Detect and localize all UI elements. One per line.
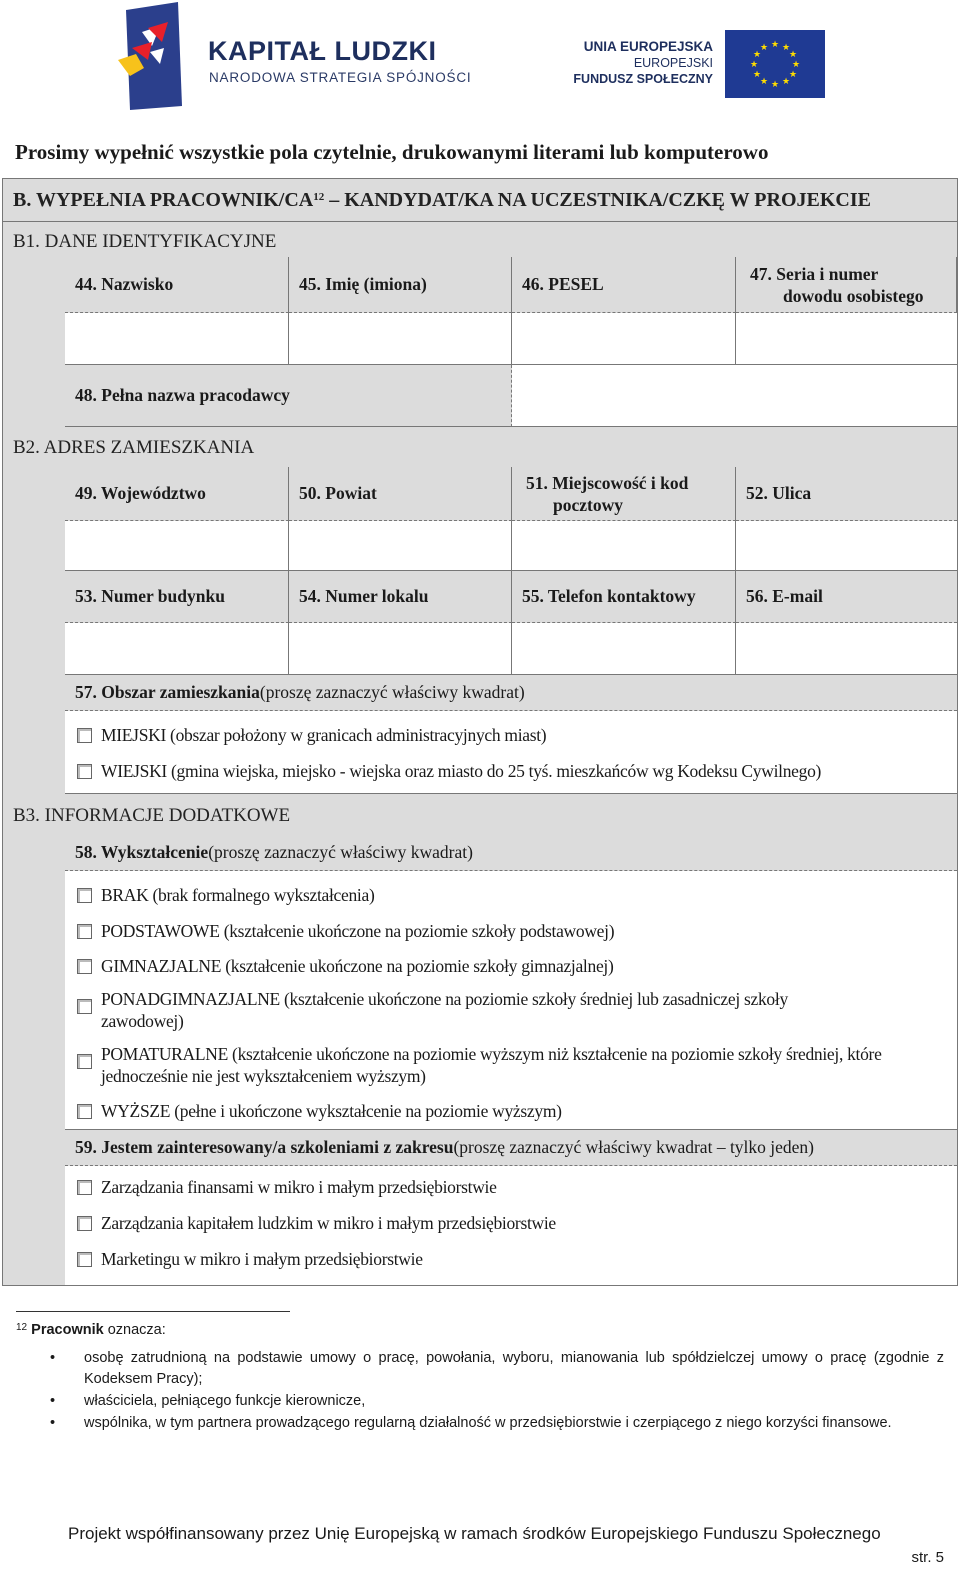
input-pracodawca[interactable] [512,365,957,427]
input-ulica[interactable] [736,521,957,571]
footnote-heading [16,1322,166,1338]
eu-line2: EUROPEJSKI [633,56,713,70]
kapital-ludzki-logo [112,2,472,112]
checkbox-finanse[interactable] [77,1180,92,1195]
input-numer-lokalu[interactable] [289,623,512,675]
section-b1-title: B1. DANE IDENTYFIKACYJNE [13,231,277,252]
svg-text:★: ★ [770,80,780,90]
section-b2-title: B2. ADRES ZAMIESZKANIA [13,437,255,458]
svg-text:★: ★ [752,70,762,80]
footnote-separator [16,1311,290,1312]
svg-text:★: ★ [788,70,798,80]
option-pomaturalne-label: POMATURALNE (kształcenie ukończone na poziomie wyższym niż kształcenie na poziomie szkoły średniej, które jednocześnie nie jest wykształceniem wyższym) [101,1044,882,1086]
footnote-ref[interactable]: 12 [313,191,325,203]
label-miejscowosc-line2: pocztowy [553,494,623,515]
kapital-ludzki-title: KAPITAŁ LUDZKI [208,36,437,66]
label-imie: 45. Imię (imiona) [289,257,512,313]
footnote-rest: oznacza: [103,1322,166,1338]
svg-text:★: ★ [781,77,791,87]
page-number: str. 5 [911,1549,944,1566]
footnote-item [50,1391,944,1412]
input-wojewodztwo[interactable] [65,521,289,571]
label-powiat: 50. Powiat [289,467,512,521]
input-powiat[interactable] [289,521,512,571]
footnote-item [50,1413,944,1434]
input-numer-budynku[interactable] [65,623,289,675]
eu-line1: UNIA EUROPEJSKA [583,39,713,54]
option-finanse-label: Zarządzania finansami w mikro i małym przedsiębiorstwie [101,1177,497,1197]
label-wojewodztwo: 49. Województwo [65,467,289,521]
svg-text:★: ★ [759,77,769,87]
label-telefon: 55. Telefon kontaktowy [512,571,736,623]
question-wyksztalcenie [65,835,957,871]
input-telefon[interactable] [512,623,736,675]
question-szkolenia-label: 59. Jestem zainteresowany/a szkoleniami z zakresu [75,1137,454,1157]
obszar-options [65,711,957,794]
section-b-title-post: – KANDYDAT/KA NA UCZESTNIKA/CZKĘ W PROJEKCIE [324,189,871,211]
footnote-number: 12 [16,1322,28,1333]
svg-text:★: ★ [781,43,791,53]
checkbox-brak[interactable] [77,888,92,903]
label-pracodawca: 48. Pełna nazwa pracodawcy [65,365,512,427]
checkbox-podstawowe[interactable] [77,924,92,939]
svg-text:★: ★ [788,50,798,60]
bullet-icon: • [50,1393,56,1409]
label-ulica: 52. Ulica [736,467,957,521]
eu-logo [560,28,825,100]
checkbox-miejski[interactable] [77,728,92,743]
svg-text:★: ★ [759,43,769,53]
input-nazwisko[interactable] [65,313,289,365]
question-wyksztalcenie-label: 58. Wykształcenie [75,842,209,862]
label-numer-budynku: 53. Numer budynku [65,571,289,623]
kapital-ludzki-emblem-icon [112,2,184,110]
question-wyksztalcenie-hint: (proszę zaznaczyć właściwy kwadrat) [208,842,473,862]
bullet-icon: • [50,1350,56,1366]
szkolenia-options [65,1166,957,1285]
eu-flag-icon [725,30,825,98]
section-b3-title: B3. INFORMACJE DODATKOWE [13,805,291,826]
label-numer-lokalu: 54. Numer lokalu [289,571,512,623]
option-gimnazjalne-label: GIMNAZJALNE (kształcenie ukończone na poziomie szkoły gimnazjalnej) [101,956,614,976]
checkbox-ponadgimnazjalne[interactable] [77,999,92,1014]
page-footer: Projekt współfinansowany przez Unię Europejską w ramach środków Europejskiego Funduszu Społecznego [68,1524,881,1543]
input-miejscowosc[interactable] [512,521,736,571]
label-dowod [736,257,957,313]
checkbox-wiejski[interactable] [77,764,92,779]
checkbox-wyzsze[interactable] [77,1104,92,1119]
eu-line3: FUNDUSZ SPOŁECZNY [573,72,713,86]
svg-text:★: ★ [770,40,780,50]
option-miejski-label: MIEJSKI (obszar położony w granicach administracyjnych miast) [101,725,547,745]
section-b-title-pre: B. WYPEŁNIA PRACOWNIK/CA [13,189,314,211]
eu-text [573,39,713,87]
option-ponadgimnazjalne-label: PONADGIMNAZJALNE (kształcenie ukończone na poziomie szkoły średniej lub zasadniczej szkoły zawodowej) [101,989,788,1031]
svg-text:★: ★ [749,60,759,70]
label-email: 56. E-mail [736,571,957,623]
question-obszar [65,675,957,711]
option-kapital-ludzki-label: Zarządzania kapitałem ludzkim w mikro i małym przedsiębiorstwie [101,1213,556,1233]
checkbox-pomaturalne[interactable] [77,1054,92,1069]
footnote-item-text: właściciela, pełniącego funkcje kierownicze, [84,1393,366,1409]
question-szkolenia [65,1130,957,1166]
input-dowod[interactable] [736,313,957,365]
label-miejscowosc-line1: 51. Miejscowość i kod [526,472,689,493]
checkbox-marketing[interactable] [77,1252,92,1267]
svg-text:★: ★ [791,60,801,70]
question-obszar-hint: (proszę zaznaczyć właściwy kwadrat) [259,682,525,702]
label-nazwisko: 44. Nazwisko [65,257,289,313]
option-wyzsze-label: WYŻSZE (pełne i ukończone wykształcenie na poziomie wyższym) [101,1101,562,1121]
option-marketing-label: Marketingu w mikro i małym przedsiębiorstwie [101,1249,423,1269]
input-pesel[interactable] [512,313,736,365]
wyksztalcenie-options [65,871,957,1130]
option-brak-label: BRAK (brak formalnego wykształcenia) [101,885,375,905]
option-podstawowe-label: PODSTAWOWE (kształcenie ukończone na poziomie szkoły podstawowej) [101,921,615,941]
bullet-icon: • [50,1415,56,1431]
section-b-title [13,189,871,212]
form-instruction: Prosimy wypełnić wszystkie pola czytelnie, drukowanymi literami lub komputerowo [15,140,769,164]
footnote-list [50,1348,944,1435]
label-dowod-line1: 47. Seria i numer [750,263,879,284]
footnote-item [50,1348,944,1390]
label-dowod-line2: dowodu osobistego [783,285,924,306]
footnote-term: Pracownik [31,1322,104,1338]
label-pesel: 46. PESEL [512,257,736,313]
checkbox-kapital-ludzki[interactable] [77,1216,92,1231]
checkbox-gimnazjalne[interactable] [77,959,92,974]
option-wiejski-label: WIEJSKI (gmina wiejska, miejsko - wiejska oraz miasto do 25 tyś. mieszkańców wg Kodeksu Cywilnego) [101,761,822,781]
input-imie[interactable] [289,313,512,365]
participant-form [2,178,958,1286]
footnote-item-text: osobę zatrudnioną na podstawie umowy o pracę, powołania, wyboru, mianowania lub spółdzielczej umowy o pracę (zgodnie z Kodeksem Pracy); [84,1350,944,1387]
footnote-item-text: wspólnika, w tym partnera prowadzącego regularną działalność w przedsiębiorstwie i czerpiącego z niego korzyści finansowe. [84,1415,892,1431]
question-obszar-label: 57. Obszar zamieszkania [75,682,260,702]
input-email[interactable] [736,623,957,675]
question-szkolenia-hint: (proszę zaznaczyć właściwy kwadrat – tylko jeden) [453,1137,815,1157]
label-miejscowosc [512,467,736,521]
kapital-ludzki-subtitle: NARODOWA STRATEGIA SPÓJNOŚCI [209,70,472,85]
svg-text:★: ★ [752,50,762,60]
